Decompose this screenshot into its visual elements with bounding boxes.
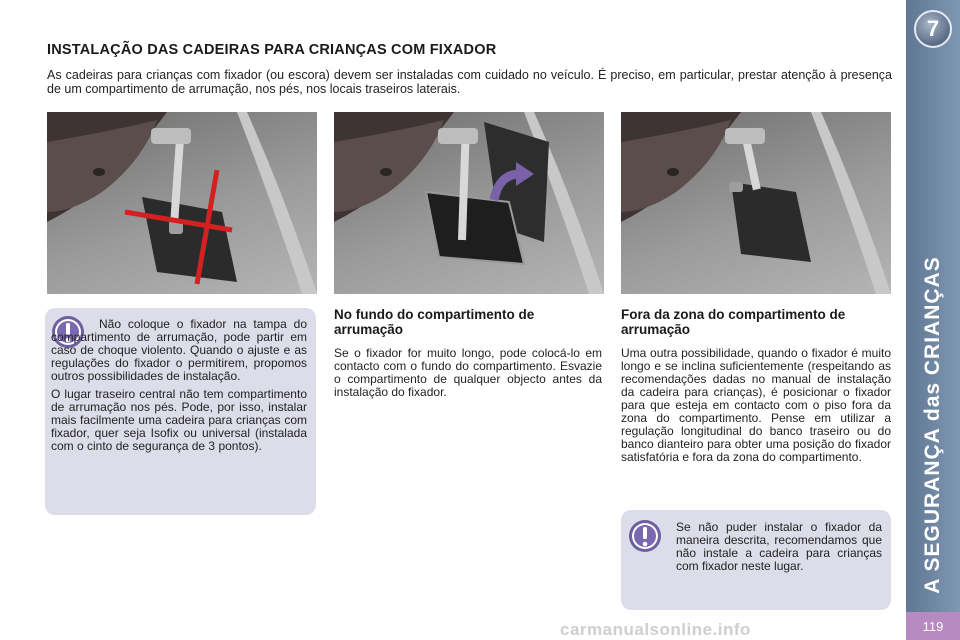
illustration-fixador-outside-compartment [621, 112, 891, 294]
chapter-number-badge: 7 [914, 10, 952, 48]
column-title-compartment-bottom: No fundo do compartimento de arrumação [334, 307, 535, 337]
warning-paragraph: O lugar traseiro central não tem compartimento de arrumação nos pés. Pode, por isso, instalar mais facilmente uma cadeira para crianças com fixador, quer seja Isofix ou universal (instalada com o cinto de segurança de 3 pontos). [51, 387, 307, 453]
chapter-title: A SEGURANÇA das CRIANÇAS [921, 256, 944, 594]
warning-paragraph: Não coloque o fixador na tampa do compartimento de arrumação, pode partir em caso de choque violento. Quando o ajuste e as regulações do fixador o permitirem, propomos outros possibilidades de instalação. [51, 317, 307, 383]
watermark: carmanualsonline.info [560, 620, 751, 639]
section-heading: INSTALAÇÃO DAS CADEIRAS PARA CRIANÇAS COM FIXADOR [47, 42, 497, 58]
warning-text-outside: Se não puder instalar o fixador da maneira descrita, recomendamos que não instale a cadeira para crianças com fixador neste lugar. [676, 520, 882, 573]
photo-fixador-in-compartment [334, 112, 604, 294]
section-intro: As cadeiras para crianças com fixador (ou escora) devem ser instaladas com cuidado no veículo. É preciso, em particular, prestar atenção à presença de um compartimento de arrumação, nos pés, nos locais traseiros laterais. [47, 68, 892, 96]
warning-text-lid [51, 318, 307, 458]
warning-icon [628, 519, 662, 553]
illustration-fixador-in-compartment [334, 112, 604, 294]
photo-fixador-on-lid [47, 112, 317, 294]
column-text-outside-compartment: Uma outra possibilidade, quando o fixador é muito longo e se inclina suficientemente (respeitando as recomendações dadas no manual de instalação da cadeira para crianças), é posicionar o fixador para que esteja em contacto com o piso fora da zona do compartimento. Pense em utilizar a regulação longitudinal do banco traseiro ou do banco dianteiro para obter uma posição do fixador satisfatória e fora da zona do compartimento. [621, 346, 891, 464]
page-number: 119 [906, 612, 960, 640]
illustration-fixador-on-lid [47, 112, 317, 294]
column-title-outside-compartment: Fora da zona do compartimento de arrumação [621, 307, 846, 337]
photo-fixador-outside-compartment [621, 112, 891, 294]
column-text-compartment-bottom: Se o fixador for muito longo, pode colocá-lo em contacto com o fundo do compartimento. Esvazie o compartimento de qualquer objecto antes da instalação do fixador. [334, 346, 602, 399]
